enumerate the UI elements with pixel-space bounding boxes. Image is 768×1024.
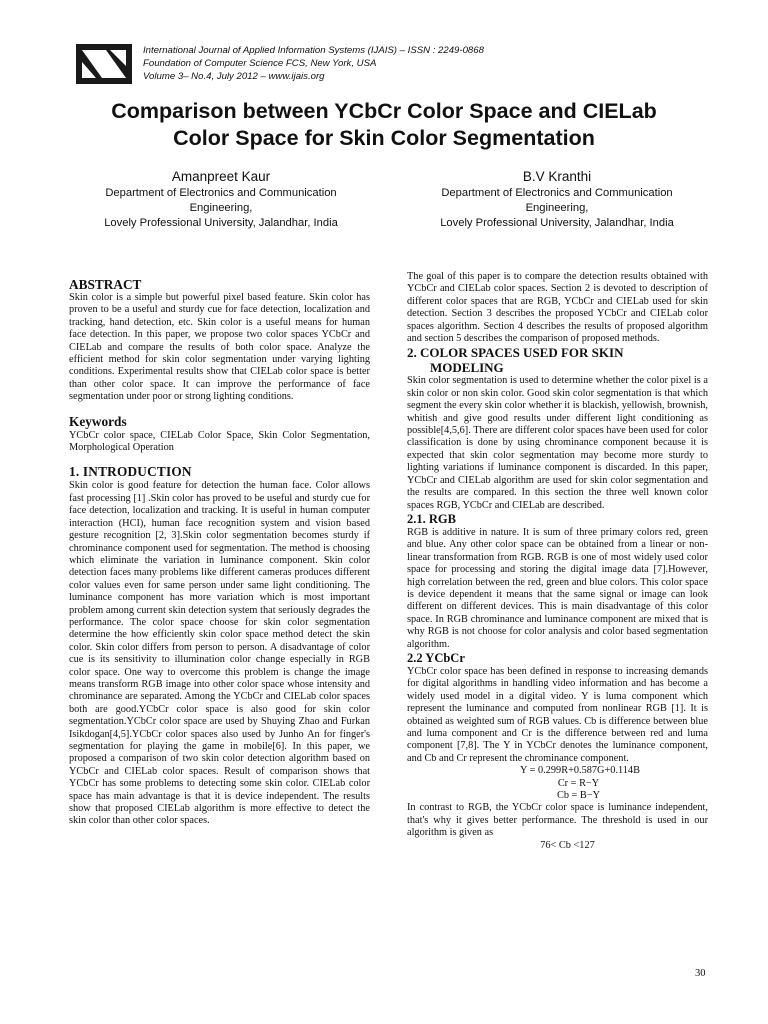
equation-cb: Cb = B−Y [556,790,601,802]
section-2-text: Skin color segmentation is used to determine whether the color pixel is a skin color or non skin color. Good skin color segmentation is that which segment the every skin color whether it is blackish, yellowish, brownish, whitish and give good results under different light conditioning as possible[4,5,6]. There are different color spaces have been used for color classification is done by using chrominance component because it is expected that skin color segmentation may become more sturdy to lighting variations if luminance component is discarded. In this paper, YCbCr and CIELab algorithm are used for skin color segmentation and the results are compared. In this section the three well known color spaces RGB, YCbCr and CIELab are described. [407,375,708,511]
paper-goal-text: The goal of this paper is to compare the detection results obtained with YCbCr and CIELab color spaces. Section 2 is devoted to description of different color spaces that are RGB, YCbCr and CIELab used for skin detection. Section 3 describes the proposed YCbCr and CIELab color spaces algorithm. Section 4 describes the results of proposed algorithm and section 5 describes the comparison of proposed methods. [407,271,708,345]
journal-line-2: Foundation of Computer Science FCS, New York, USA [143,58,377,69]
section-2-heading [407,345,708,375]
author-name: Amanpreet Kaur [171,169,271,184]
ijais-logo [76,44,132,84]
abstract-heading: ABSTRACT [69,277,142,292]
equation-y: Y = 0.299R+0.587G+0.114B [520,765,640,777]
section-2-1-text: RGB is additive in nature. It is sum of three primary colors red, green and blue. Any other color space can be obtained from a linear or non-linear transformation from RGB. RGB is one of most widely used color space for processing and storing the digital image data [7].However, high correlation between the red, green and blue colors. This color space is device dependent it means that the same signal or image can look different on different devices. This is main disadvantage of this color space. In RGB chrominance and luminance component are mixed that is why RGB is not choose for color analysis and color based segmentation algorithm. [407,526,708,650]
author-affiliation-line: Lovely Professional University, Jalandhar, India [104,217,338,229]
journal-line-1: International Journal of Applied Information Systems (IJAIS) – ISSN : 2249-0868 [143,45,484,56]
title-line-1: Comparison between YCbCr Color Space and CIELab [111,99,657,123]
author-block-2 [392,168,722,231]
author-affiliation-line: Department of Electronics and Communication [441,187,673,199]
section-2-2-text-2: In contrast to RGB, the YCbCr color space is luminance independent, that's why it gives better performance. The threshold is used in our algorithm is given as [407,802,708,839]
author-affiliation-line: Engineering, [525,202,589,214]
paper-title [0,98,768,152]
threshold-equation: 76< Cb <127 [540,839,595,851]
journal-line-3: Volume 3– No.4, July 2012 – www.ijais.org [143,71,325,82]
section-2-heading-line-1: 2. COLOR SPACES USED FOR SKIN [407,345,624,361]
title-line-2: Color Space for Skin Color Segmentation [173,126,595,150]
author-affiliation-line: Lovely Professional University, Jalandhar, India [440,217,674,229]
page-number: 30 [695,968,706,979]
keywords-text: YCbCr color space, CIELab Color Space, Skin Color Segmentation, Morphological Operation [69,429,370,454]
section-2-2-heading: 2.2 YCbCr [407,650,465,665]
introduction-text: Skin color is good feature for detection the human face. Color allows fast processing [1] .Skin color has proved to be useful and sturdy cue for face detection, localization and tracking. It is useful in human computer interaction (HCI), human face recognition system and vision based gesture recognition [2, 3].Skin color segmentation becomes sturdy if chrominance component used for segmentation. The method is choosing which eliminate the variation in luminance component. Skin color detection faces many problems like different cameras produces different color values even for same person under same light conditioning. The luminance component has more variation which is most important problem among current skin detection system that seriously degrades the performance. The color space choose for skin color segmentation determine the how efficiently skin color space method detect the skin color. Skin color differs from person to person. A disadvantage of color cue is its sensitivity to illumination color change especially in RGB color space. One way to overcome this problem is change the image means transform RGB image into other color space whose intensity and chrominance are separated. Among the YCbCr and CIELab color spaces both are good.YCbCr color space is also good for skin color segmentation.YCbCr color space are used by Shuying Zhao and Furkan Isikdogan[4,5].YCbCr color spaces also used by Junho An for finger's segmentation for playing the game in mobile[6]. In this paper, we proposed a comparison of two skin color detection algorithm based on YCbCr and CIELab color spaces. Result of comparison shows that YCbCr has some problems to detecting some skin color. CIELab color space has main advantage is that it is device independent. The results show that proposed CIELab algorithm is more effective to detect the skin color than other color spaces. [69,480,370,827]
author-affiliation-line: Engineering, [189,202,253,214]
section-2-heading-line-2: MODELING [430,360,504,376]
author-name: B.V Kranthi [522,169,592,184]
section-2-1-heading: 2.1. RGB [407,511,456,526]
journal-header [143,44,484,83]
abstract-text: Skin color is a simple but powerful pixel based feature. Skin color has proven to be a useful and sturdy cue for face detection, localization and tracking, hand detection, etc. Skin color is a useful means for human face detection. In this paper, we propose two color spaces YCbCr and CIELab and compare the results of both color space. Analyze the efficient method for skin color segmentation under varying lighting conditions. Experimental results show that CIELab color space is better than other color space. It can improve the performance of face segmentation under poor or strong lighting conditions. [69,292,370,403]
right-column [407,271,708,852]
introduction-heading: 1. INTRODUCTION [69,464,192,480]
author-block-1 [56,168,386,231]
section-2-2-text: YCbCr color space has been defined in response to increasing demands for digital algorithms in handling video information and has become a widely used model in a digital video. Y is luma component which represent the luminance and computed from nonlinear RGB [1]. It is obtained as weighted sum of RGB values. Cb is difference between blue and luma component and Cr is the difference between red and luma component [7,8]. The Y in YCbCr denotes the luminance component, and Cb and Cr represent the chrominance component. [407,665,708,764]
left-column [69,272,370,828]
author-affiliation-line: Department of Electronics and Communication [105,187,337,199]
keywords-heading: Keywords [69,413,127,429]
equation-cr: Cr = R−Y [557,777,600,789]
